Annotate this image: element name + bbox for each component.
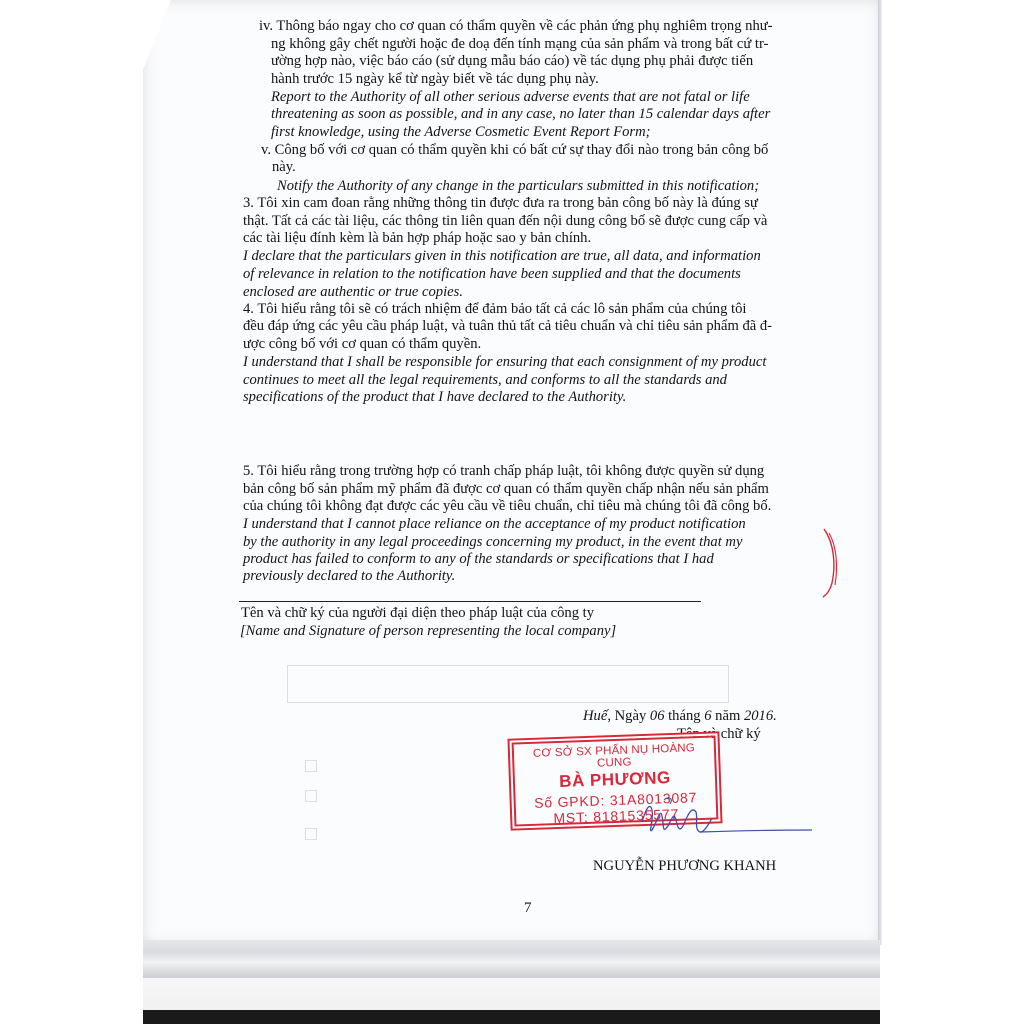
item-3-en-line: I declare that the particulars given in this notification are true, all data, and information: [243, 248, 761, 264]
item-3-en-line: enclosed are authentic or true copies.: [243, 284, 463, 300]
signature-label-vi: Tên và chữ ký của người đại diện theo pháp luật của công ty: [241, 605, 595, 621]
item-5-vi-line: của chúng tôi không đạt được các yêu cầu về tiêu chuẩn, chỉ tiêu mà chúng tôi đã công bố.: [243, 498, 772, 514]
item-iv-en-line: Report to the Authority of all other serious adverse events that are not fatal or life: [271, 89, 750, 105]
date-place: Huế: [583, 708, 608, 724]
item-iv-en-line: first knowledge, using the Adverse Cosmetic Event Report Form;: [271, 124, 651, 140]
stamp-line: CƠ SỞ SX PHẤN NỤ HOÀNG CUNG: [532, 742, 696, 770]
bleed-through-checkbox: [305, 790, 317, 802]
item-4-en-line: continues to meet all the legal requirements, and conforms to all the standards and: [243, 372, 727, 388]
scanner-edge-strip: [143, 1010, 880, 1024]
item-4-en-line: I understand that I shall be responsible for ensuring that each consignment of my product: [243, 354, 767, 370]
signer-name: NGUYỄN PHƯƠNG KHANH: [593, 858, 777, 874]
signature-rule: [239, 601, 701, 602]
signature-label-en: [Name and Signature of person representing the local company]: [240, 623, 617, 639]
item-4-en-line: specifications of the product that I have declared to the Authority.: [243, 389, 627, 405]
item-v-vi-line: v. Công bố với cơ quan có thẩm quyền khi có bất cứ sự thay đổi nào trong bản công bố: [261, 142, 769, 158]
handwritten-signature-icon: [640, 790, 820, 850]
item-3-vi-line: 3. Tôi xin cam đoan rằng những thông tin được đưa ra trong bản công bố này là đúng sự: [243, 195, 758, 211]
date-day: 06: [649, 708, 665, 724]
item-5-en-line: product has failed to conform to any of the standards or specifications that I had: [243, 551, 714, 567]
margin-pen-mark-icon: [818, 525, 842, 600]
date-year-word: năm: [711, 708, 744, 724]
page-number: 7: [524, 900, 532, 916]
item-4-vi-line: ược công bố với cơ quan có thẩm quyền.: [243, 336, 482, 352]
date-prefix: , Ngày: [607, 708, 650, 724]
item-5-en-line: previously declared to the Authority.: [243, 568, 456, 584]
item-iv-vi-line: iv. Thông báo ngay cho cơ quan có thẩm quyền về các phản ứng phụ nghiêm trọng như-: [259, 18, 773, 34]
date-year: 2016.: [743, 708, 777, 724]
stamp-line: MST: 8181535577: [553, 805, 680, 827]
item-3-vi-line: các tài liệu đính kèm là bản hợp pháp hoặc sao y bản chính.: [243, 230, 592, 246]
date-month-word: tháng: [664, 708, 705, 724]
item-iv-vi-line: hành trước 15 ngày kể từ ngày biết về tác dụng phụ này.: [271, 71, 599, 87]
stamp-line: Số GPKD: 31A8013087: [533, 789, 698, 811]
bleed-through-checkbox: [305, 760, 317, 772]
item-4-vi-line: đều đáp ứng các yêu cầu pháp luật, và tuân thủ tất cả tiêu chuẩn và chỉ tiêu sản phẩm đã đ-: [243, 318, 773, 334]
item-5-vi-line: 5. Tôi hiểu rằng trong trường hợp có tranh chấp pháp luật, tôi không được quyền sử dụng: [243, 463, 765, 479]
lower-sheet-edge: [143, 940, 880, 980]
item-iv-vi-line: ng không gây chết người hoặc đe doạ đến tính mạng của sản phẩm và trong bất cứ tr-: [271, 36, 769, 52]
item-3-vi-line: thật. Tất cả các tài liệu, các thông tin liên quan đến nội dung công bố sẽ được cung cấp và: [243, 213, 768, 229]
item-3-en-line: of relevance in relation to the notification have been supplied and that the documents: [243, 266, 741, 282]
item-v-en-line: Notify the Authority of any change in the particulars submitted in this notification;: [277, 178, 760, 194]
page-edge: [878, 0, 882, 945]
sign-label: Tên và chữ ký: [677, 726, 761, 742]
item-5-en-line: I understand that I cannot place reliance on the acceptance of my product notification: [243, 516, 746, 532]
item-iv-vi-line: ường hợp nào, việc báo cáo (sử dụng mẫu báo cáo) về tác dụng phụ phải được tiến: [271, 53, 754, 69]
date-month: 6: [704, 708, 712, 724]
item-5-en-line: by the authority in any legal proceedings concerning my product, in the event that my: [243, 534, 743, 550]
stamp-line: BÀ PHƯƠNG: [558, 768, 671, 791]
date-line: [583, 708, 777, 725]
item-v-vi-line: này.: [272, 159, 296, 175]
item-iv-en-line: threatening as soon as possible, and in any case, no later than 15 calendar days after: [271, 106, 771, 122]
item-5-vi-line: bản công bố sản phẩm mỹ phẩm đã được cơ quan có thẩm quyền chấp nhận nếu sản phẩm: [243, 481, 769, 497]
bleed-through-checkbox: [305, 828, 317, 840]
bleed-through-table: [287, 665, 729, 703]
item-4-vi-line: 4. Tôi hiểu rằng tôi sẽ có trách nhiệm để đảm bảo tất cả các lô sản phẩm của chúng tôi: [243, 301, 747, 317]
page-corner-fold: [143, 0, 171, 70]
